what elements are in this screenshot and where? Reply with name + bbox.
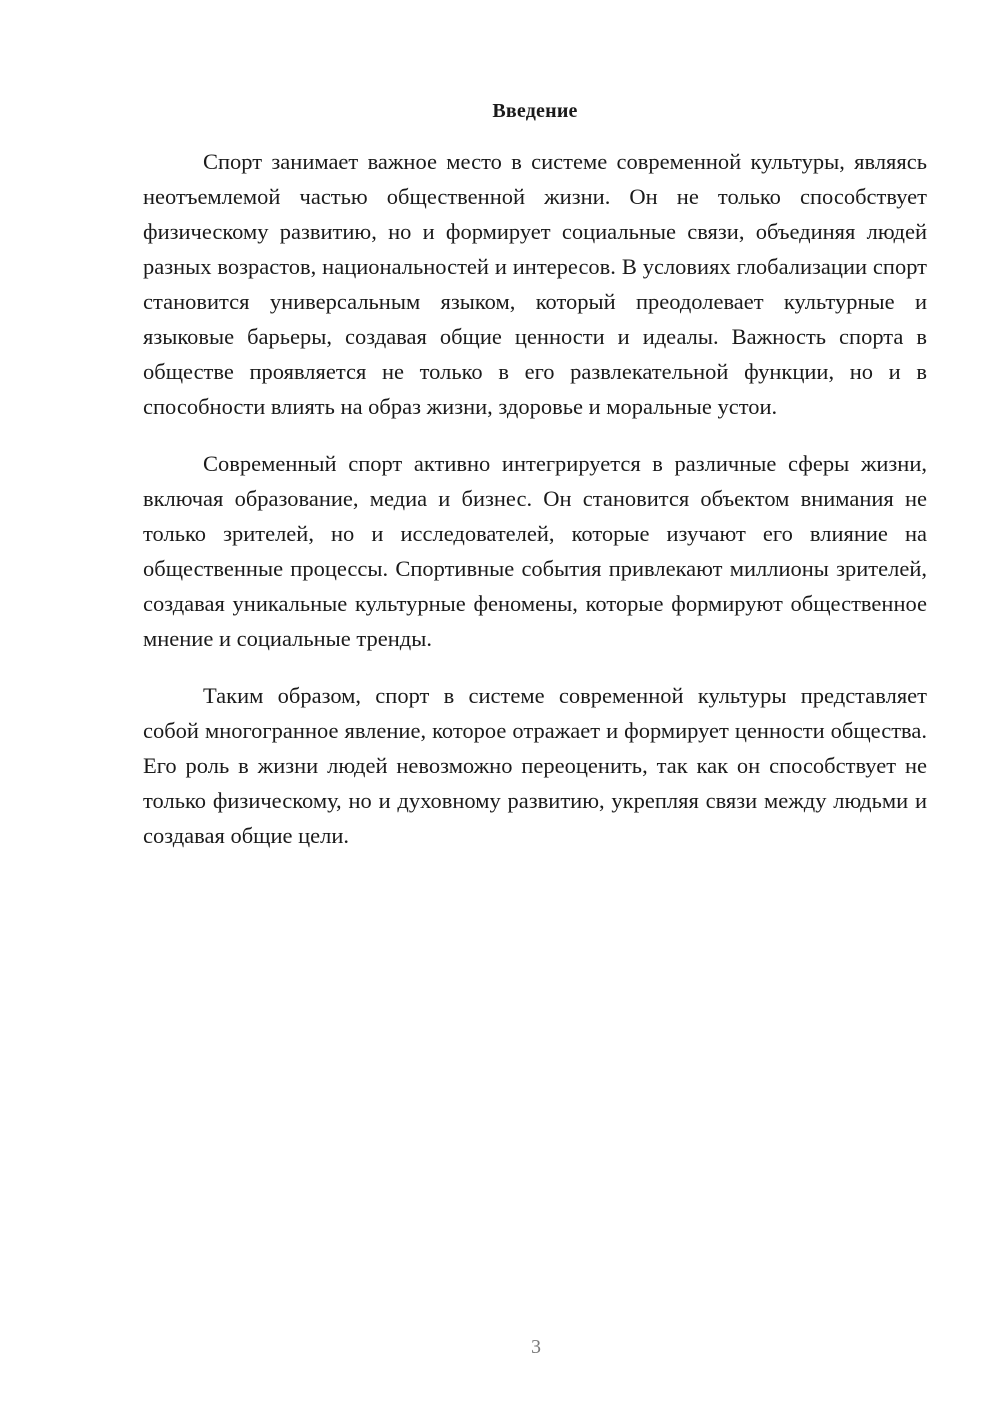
document-body — [143, 144, 927, 853]
paragraph-1: Спорт занимает важное место в системе современной культуры, являясь неотъемлемой частью общественной жизни. Он не только способствует физическому развитию, но и формирует социальные связи, объединяя людей разных возрастов, национальностей и интересов. В условиях глобализации спорт становится универсальным языком, который преодолевает культурные и языковые барьеры, создавая общие ценности и идеалы. Важность спорта в обществе проявляется не только в его развлекательной функции, но и в способности влиять на образ жизни, здоровье и моральные устои. — [143, 149, 927, 419]
page-number: 3 — [531, 1336, 541, 1358]
section-heading: Введение — [492, 100, 578, 122]
paragraph-3: Таким образом, спорт в системе современной культуры представляет собой многогранное явление, которое отражает и формирует ценности общества. Его роль в жизни людей невозможно переоценить, так как он способствует не только физическому, но и духовному развитию, укрепляя связи между людьми и создавая общие цели. — [143, 683, 927, 848]
paragraph-2: Современный спорт активно интегрируется в различные сферы жизни, включая образование, медиа и бизнес. Он становится объектом внимания не только зрителей, но и исследователей, которые изучают его влияние на общественные процессы. Спортивные события привлекают миллионы зрителей, создавая уникальные культурные феномены, которые формируют общественное мнение и социальные тренды. — [143, 451, 927, 651]
